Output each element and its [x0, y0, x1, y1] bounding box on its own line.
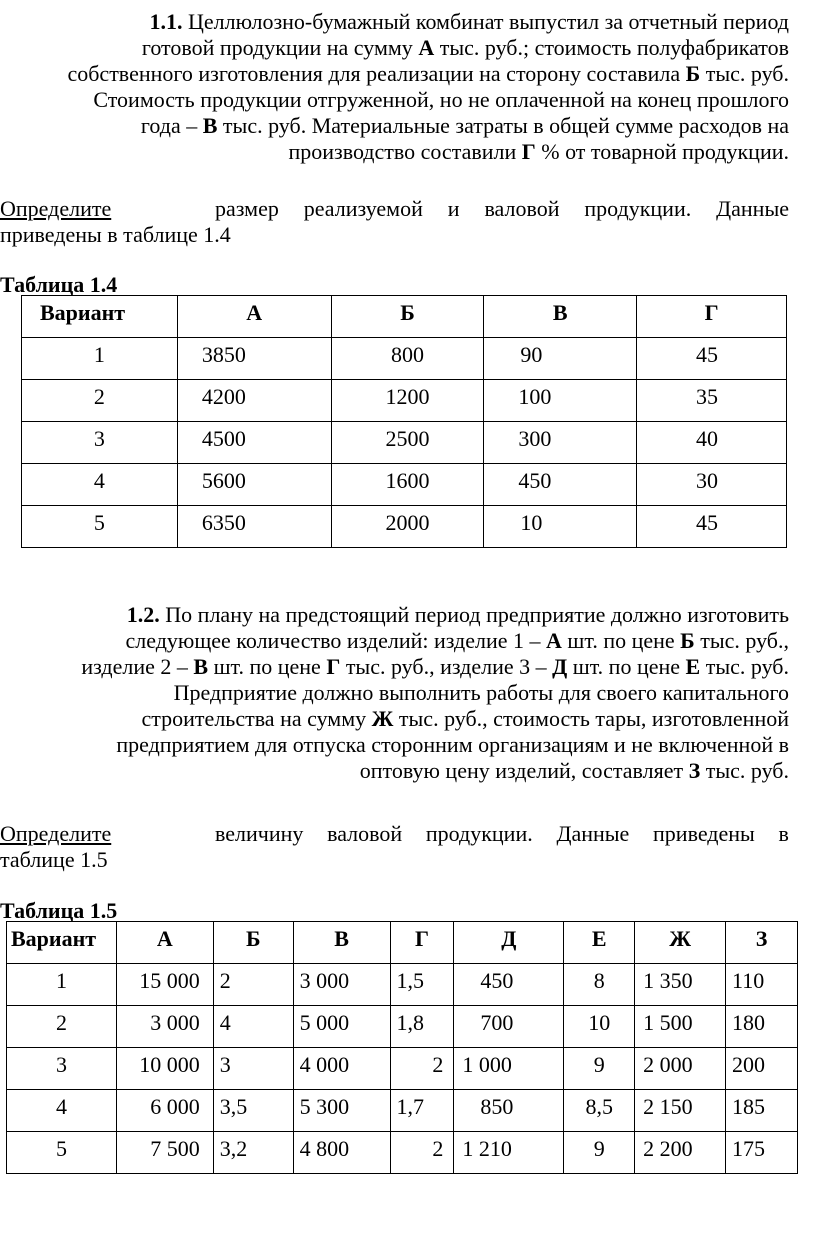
task-1-2-statement: [0, 602, 789, 784]
statement-line: [0, 87, 789, 113]
table-cell: 3: [7, 1048, 117, 1090]
table-cell: 1: [7, 964, 117, 1006]
header-cell: Вариант: [7, 922, 117, 964]
instruction-word: продукции.: [584, 196, 692, 221]
statement-line: [0, 35, 789, 61]
table-cell: 100: [484, 380, 637, 422]
statement-text: тыс. руб.: [700, 61, 789, 86]
task-number: 1.1.: [149, 9, 183, 34]
table-cell: 2: [213, 964, 293, 1006]
statement-line: [0, 602, 789, 628]
table-cell: 3,5: [213, 1090, 293, 1132]
header-cell: А: [116, 922, 213, 964]
table-cell: 3 000: [116, 1006, 213, 1048]
table-row: [22, 380, 787, 422]
table-cell: 90: [484, 338, 637, 380]
table-cell: 3: [22, 422, 178, 464]
table-cell: 2000: [331, 506, 484, 548]
table-cell: 4: [22, 464, 178, 506]
table-cell: 10: [564, 1006, 635, 1048]
table-cell: 200: [726, 1048, 798, 1090]
table-cell: 800: [331, 338, 484, 380]
variable-letter: А: [418, 35, 435, 60]
table-row: [7, 1132, 798, 1174]
header-cell: В: [484, 296, 637, 338]
table-1-4-caption: Таблица 1.4: [0, 272, 118, 297]
table-cell: 2500: [331, 422, 484, 464]
header-cell: Г: [637, 296, 787, 338]
instruction-text: [215, 196, 789, 222]
statement-text: Целлюлозно-бумажный комбинат выпустил за отчетный период: [182, 9, 789, 34]
table-row: [7, 1090, 798, 1132]
table-row: [7, 1048, 798, 1090]
table-cell: 1,8: [390, 1006, 454, 1048]
determine-word: Определите: [0, 821, 112, 846]
instruction-word: Данные: [556, 821, 630, 846]
variable-letter: Б: [680, 628, 695, 653]
table-cell: 110: [726, 964, 798, 1006]
table-header-row: [7, 922, 798, 964]
table-cell: 1200: [331, 380, 484, 422]
header-cell: Г: [390, 922, 454, 964]
table-cell: 5: [22, 506, 178, 548]
statement-text: % от товарной продукции.: [535, 139, 789, 164]
header-cell: Ж: [635, 922, 726, 964]
table-cell: 9: [564, 1132, 635, 1174]
table-cell: 2: [22, 380, 178, 422]
table-cell: 2 200: [635, 1132, 726, 1174]
table-cell: 4: [213, 1006, 293, 1048]
variable-letter: Б: [685, 61, 701, 86]
instruction-word: валовой: [484, 196, 560, 221]
instruction-word: Данные: [716, 196, 789, 221]
table-cell: 450: [484, 464, 637, 506]
statement-line: [0, 61, 789, 87]
statement-text: Стоимость продукции отгруженной, но не оплаченной на конец прошлого: [93, 87, 789, 112]
table-cell: 4 800: [293, 1132, 390, 1174]
table-cell: 15 000: [116, 964, 213, 1006]
table-cell: 4: [7, 1090, 117, 1132]
statement-line: [0, 628, 789, 654]
table-cell: 2 000: [635, 1048, 726, 1090]
instruction-word: размер: [215, 196, 279, 221]
statement-text: шт. по цене: [208, 654, 327, 679]
table-cell: 8: [564, 964, 635, 1006]
table-cell: 5600: [177, 464, 331, 506]
instruction-line-2: приведены в таблице 1.4: [0, 222, 231, 247]
table-cell: 4500: [177, 422, 331, 464]
statement-line: [0, 113, 789, 139]
table-cell: 10: [484, 506, 637, 548]
table-cell: 1 500: [635, 1006, 726, 1048]
table-cell: 4200: [177, 380, 331, 422]
statement-text: шт. по цене: [567, 654, 686, 679]
statement-text: тыс. руб.,: [694, 628, 789, 653]
instruction-word: валовой: [327, 821, 403, 846]
table-row: [22, 506, 787, 548]
variable-letter: З: [688, 758, 701, 783]
table-cell: 4 000: [293, 1048, 390, 1090]
table-row: [22, 338, 787, 380]
table-cell: 10 000: [116, 1048, 213, 1090]
table-row: [22, 422, 787, 464]
table-cell: 1: [22, 338, 178, 380]
table-cell: 300: [484, 422, 637, 464]
statement-text: тыс. руб., стоимость тары, изготовленной: [393, 706, 789, 731]
table-cell: 700: [454, 1006, 564, 1048]
table-cell: 1,7: [390, 1090, 454, 1132]
header-cell: В: [293, 922, 390, 964]
statement-text: готовой продукции на сумму: [141, 35, 419, 60]
statement-text: тыс. руб.; стоимость полуфабрикатов: [434, 35, 789, 60]
table-cell: 5 000: [293, 1006, 390, 1048]
instruction-word: приведены: [653, 821, 755, 846]
table-cell: 175: [726, 1132, 798, 1174]
variable-letter: Г: [521, 139, 536, 164]
header-cell: Д: [454, 922, 564, 964]
variable-letter: В: [202, 113, 218, 138]
table-cell: 2 150: [635, 1090, 726, 1132]
table-cell: 3: [213, 1048, 293, 1090]
variable-letter: А: [546, 628, 562, 653]
instruction-word: и: [447, 196, 460, 221]
variable-letter: Ж: [371, 706, 394, 731]
table-cell: 1 000: [454, 1048, 564, 1090]
instruction-word: в: [778, 821, 789, 846]
table-cell: 450: [454, 964, 564, 1006]
header-cell: Вариант: [22, 296, 178, 338]
statement-text: строительства на сумму: [141, 706, 372, 731]
statement-line: [0, 758, 789, 784]
instruction-word: продукции.: [425, 821, 533, 846]
table-cell: 45: [637, 506, 787, 548]
statement-text: предприятием для отпуска сторонним организациям и не включенной в: [116, 732, 789, 757]
header-cell: Е: [564, 922, 635, 964]
variable-letter: Д: [552, 654, 568, 679]
table-1-5-caption: Таблица 1.5: [0, 898, 118, 923]
statement-text: собственного изготовления для реализации на сторону составила: [67, 61, 686, 86]
variable-letter: В: [193, 654, 209, 679]
variable-letter: Г: [326, 654, 341, 679]
header-cell: Б: [213, 922, 293, 964]
table-cell: 35: [637, 380, 787, 422]
statement-text: изделие 2 –: [81, 654, 194, 679]
statement-line: [0, 732, 789, 758]
statement-text: шт. по цене: [561, 628, 681, 653]
statement-line: [0, 680, 789, 706]
table-cell: 7 500: [116, 1132, 213, 1174]
statement-text: года –: [140, 113, 203, 138]
statement-text: По плану на предстоящий период предприятие должно изготовить: [159, 602, 789, 627]
task-number: 1.2.: [126, 602, 160, 627]
instruction-line-2: таблице 1.5: [0, 847, 108, 872]
table-cell: 3,2: [213, 1132, 293, 1174]
statement-text: тыс. руб.: [700, 758, 789, 783]
table-cell: 2: [390, 1132, 454, 1174]
table-cell: 9: [564, 1048, 635, 1090]
instruction-word: реализуемой: [303, 196, 423, 221]
table-cell: 1600: [331, 464, 484, 506]
table-cell: 40: [637, 422, 787, 464]
task-1-1-instruction: [0, 196, 789, 248]
table-cell: 3850: [177, 338, 331, 380]
table-cell: 850: [454, 1090, 564, 1132]
table-cell: 6 000: [116, 1090, 213, 1132]
statement-line: [0, 706, 789, 732]
task-1-1-statement: [0, 9, 789, 165]
statement-text: тыс. руб. Материальные затраты в общей сумме расходов на: [217, 113, 789, 138]
table-cell: 1,5: [390, 964, 454, 1006]
statement-text: производство составили: [288, 139, 522, 164]
statement-text: тыс. руб., изделие 3 –: [340, 654, 553, 679]
table-cell: 8,5: [564, 1090, 635, 1132]
table-row: [22, 464, 787, 506]
header-cell: З: [726, 922, 798, 964]
header-cell: А: [177, 296, 331, 338]
table-cell: 5: [7, 1132, 117, 1174]
table-cell: 3 000: [293, 964, 390, 1006]
variable-letter: Е: [685, 654, 701, 679]
instruction-word: величину: [215, 821, 304, 846]
statement-text: следующее количество изделий: изделие 1 –: [125, 628, 547, 653]
statement-text: тыс. руб.: [700, 654, 789, 679]
statement-text: Предприятие должно выполнить работы для своего капитального: [173, 680, 789, 705]
table-cell: 2: [390, 1048, 454, 1090]
table-row: [7, 1006, 798, 1048]
statement-line: [0, 139, 789, 165]
table-row: [7, 964, 798, 1006]
table-cell: 6350: [177, 506, 331, 548]
determine-word: Определите: [0, 196, 112, 221]
table-cell: 30: [637, 464, 787, 506]
table-cell: 45: [637, 338, 787, 380]
statement-line: [0, 654, 789, 680]
header-cell: Б: [331, 296, 484, 338]
statement-text: оптовую цену изделий, составляет: [359, 758, 689, 783]
instruction-text: [215, 821, 789, 847]
table-cell: 180: [726, 1006, 798, 1048]
table-cell: 1 350: [635, 964, 726, 1006]
table-header-row: [22, 296, 787, 338]
statement-line: [0, 9, 789, 35]
table-1-4: [21, 295, 787, 548]
table-cell: 2: [7, 1006, 117, 1048]
table-cell: 185: [726, 1090, 798, 1132]
task-1-2-instruction: [0, 821, 789, 873]
table-1-5: [6, 921, 798, 1174]
table-cell: 5 300: [293, 1090, 390, 1132]
table-cell: 1 210: [454, 1132, 564, 1174]
